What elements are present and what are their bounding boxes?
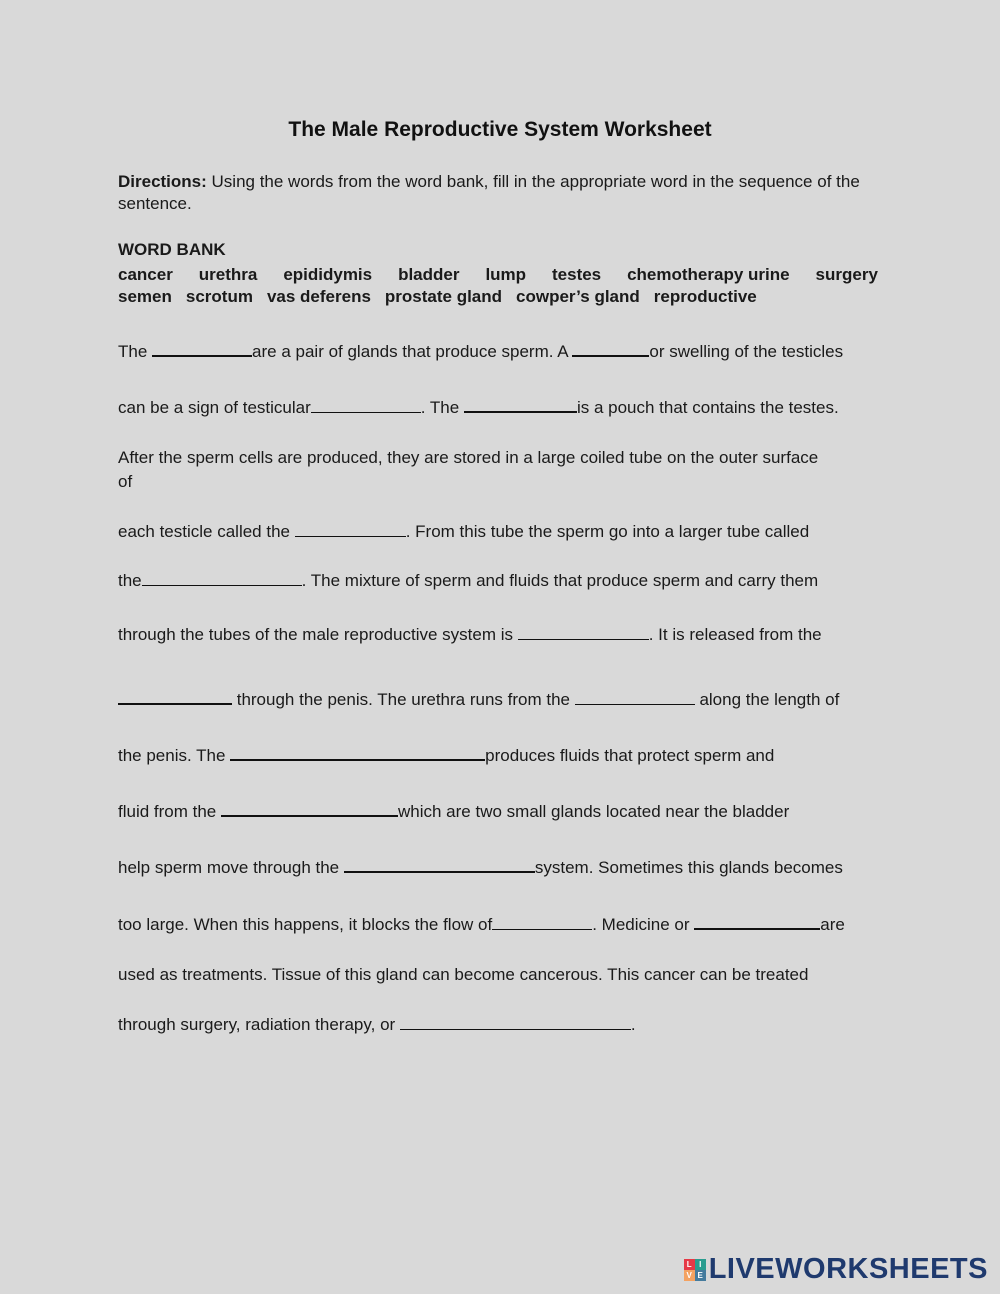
sentence-text: used as treatments. Tissue of this gland can become cancerous. This cancer can be treated — [118, 965, 809, 984]
sentence-text: the penis. The — [118, 746, 231, 765]
word-bank-word: prostate gland — [384, 287, 503, 306]
sentence-text: can be a sign of testicular — [118, 398, 311, 417]
logo-mark-cell: L — [684, 1259, 695, 1270]
sentence-text: . The mixture of sperm and fluids that produce sperm and carry them — [301, 571, 819, 590]
answer-blank[interactable] — [295, 520, 406, 537]
sentence-line — [118, 471, 132, 493]
answer-blank[interactable] — [118, 687, 232, 705]
sentence-text: are a pair of glands that produce sperm. A — [252, 342, 573, 361]
directions-text: Using the words from the word bank, fill in the appropriate word in the sequence of the sentence. — [118, 172, 860, 213]
answer-blank[interactable] — [142, 569, 302, 586]
answer-blank[interactable] — [344, 855, 535, 873]
answer-blank[interactable] — [230, 743, 485, 761]
word-bank-word: testes — [552, 265, 602, 284]
sentence-line — [118, 395, 839, 419]
word-bank-word: vas deferens — [266, 287, 371, 306]
sentence-text: or swelling of the testicles — [649, 342, 844, 361]
sentence-text: After the sperm cells are produced, they are stored in a large coiled tube on the outer surface — [118, 448, 819, 467]
page-title: The Male Reproductive System Worksheet — [288, 118, 712, 141]
word-bank-word: bladder — [398, 265, 460, 284]
sentence-text: . The — [420, 398, 464, 417]
word-bank-word: cowper’s gland — [516, 287, 640, 306]
sentence-text: each testicle called the — [118, 522, 295, 541]
sentence-text: help sperm move through the — [118, 858, 344, 877]
sentence-text: . — [630, 1015, 636, 1034]
sentence-text: produces fluids that protect sperm and — [485, 746, 775, 765]
word-bank-word: cancer — [118, 265, 173, 284]
sentence-text: The — [118, 342, 153, 361]
logo-text: LIVEWORKSHEETS — [708, 1253, 988, 1285]
sentence-line — [118, 855, 843, 879]
sentence-text: which are two small glands located near the bladder — [398, 802, 790, 821]
sentence-line — [118, 1013, 636, 1036]
sentence-line — [118, 687, 839, 711]
word-bank-word: urethra — [198, 265, 258, 284]
word-bank-word: chemotherapy urine — [627, 265, 790, 284]
sentence-text: are — [820, 915, 845, 934]
sentence-text: is a pouch that contains the testes. — [576, 398, 839, 417]
sentence-text: through the penis. The urethra runs from the — [232, 690, 575, 709]
sentence-text: through surgery, radiation therapy, or — [118, 1015, 400, 1034]
sentence-text: . From this tube the sperm go into a larger tube called — [405, 522, 810, 541]
answer-blank[interactable] — [492, 913, 592, 930]
sentence-line — [118, 799, 789, 823]
sentence-text: of — [118, 472, 133, 491]
answer-blank[interactable] — [400, 1013, 631, 1030]
answer-blank[interactable] — [694, 912, 820, 930]
sentence-text: fluid from the — [118, 802, 221, 821]
sentence-line — [118, 964, 808, 986]
sentence-text: . Medicine or — [592, 915, 695, 934]
sentence-text: . It is released from the — [648, 625, 822, 644]
logo-mark-cell: E — [695, 1270, 706, 1281]
directions-label: Directions: — [118, 172, 207, 191]
word-bank-word: scrotum — [185, 287, 253, 306]
word-bank-heading: WORD BANK — [118, 240, 226, 259]
word-bank-word: semen — [118, 287, 172, 306]
liveworksheets-logo — [684, 1253, 988, 1286]
sentence-line — [118, 912, 845, 936]
sentence-line — [118, 569, 818, 592]
sentence-line — [118, 447, 818, 469]
answer-blank[interactable] — [575, 688, 695, 705]
answer-blank[interactable] — [572, 339, 649, 357]
answer-blank[interactable] — [152, 339, 252, 357]
logo-mark-cell: V — [684, 1270, 695, 1281]
word-bank-row-2 — [118, 287, 878, 307]
answer-blank[interactable] — [311, 396, 421, 413]
sentence-text: through the tubes of the male reproductive system is — [118, 625, 518, 644]
logo-mark-cell: I — [695, 1259, 706, 1270]
word-bank-word: surgery — [815, 265, 878, 284]
directions — [118, 171, 888, 215]
sentence-text: too large. When this happens, it blocks the flow of — [118, 915, 493, 934]
answer-blank[interactable] — [464, 395, 577, 413]
sentence-text: the — [118, 571, 142, 590]
word-bank-word: reproductive — [653, 287, 757, 306]
sentence-text: along the length of — [694, 690, 840, 709]
answer-blank[interactable] — [518, 623, 649, 640]
word-bank-word: epididymis — [283, 265, 373, 284]
sentence-text: system. Sometimes this glands becomes — [534, 858, 843, 877]
answer-blank[interactable] — [221, 799, 398, 817]
word-bank-row-1 — [118, 265, 878, 285]
liveworksheets-mark-icon — [684, 1259, 706, 1281]
sentence-line — [118, 743, 774, 767]
sentence-line — [118, 623, 822, 646]
sentence-line — [118, 520, 809, 543]
word-bank-word: lump — [485, 265, 527, 284]
sentence-line — [118, 339, 843, 363]
